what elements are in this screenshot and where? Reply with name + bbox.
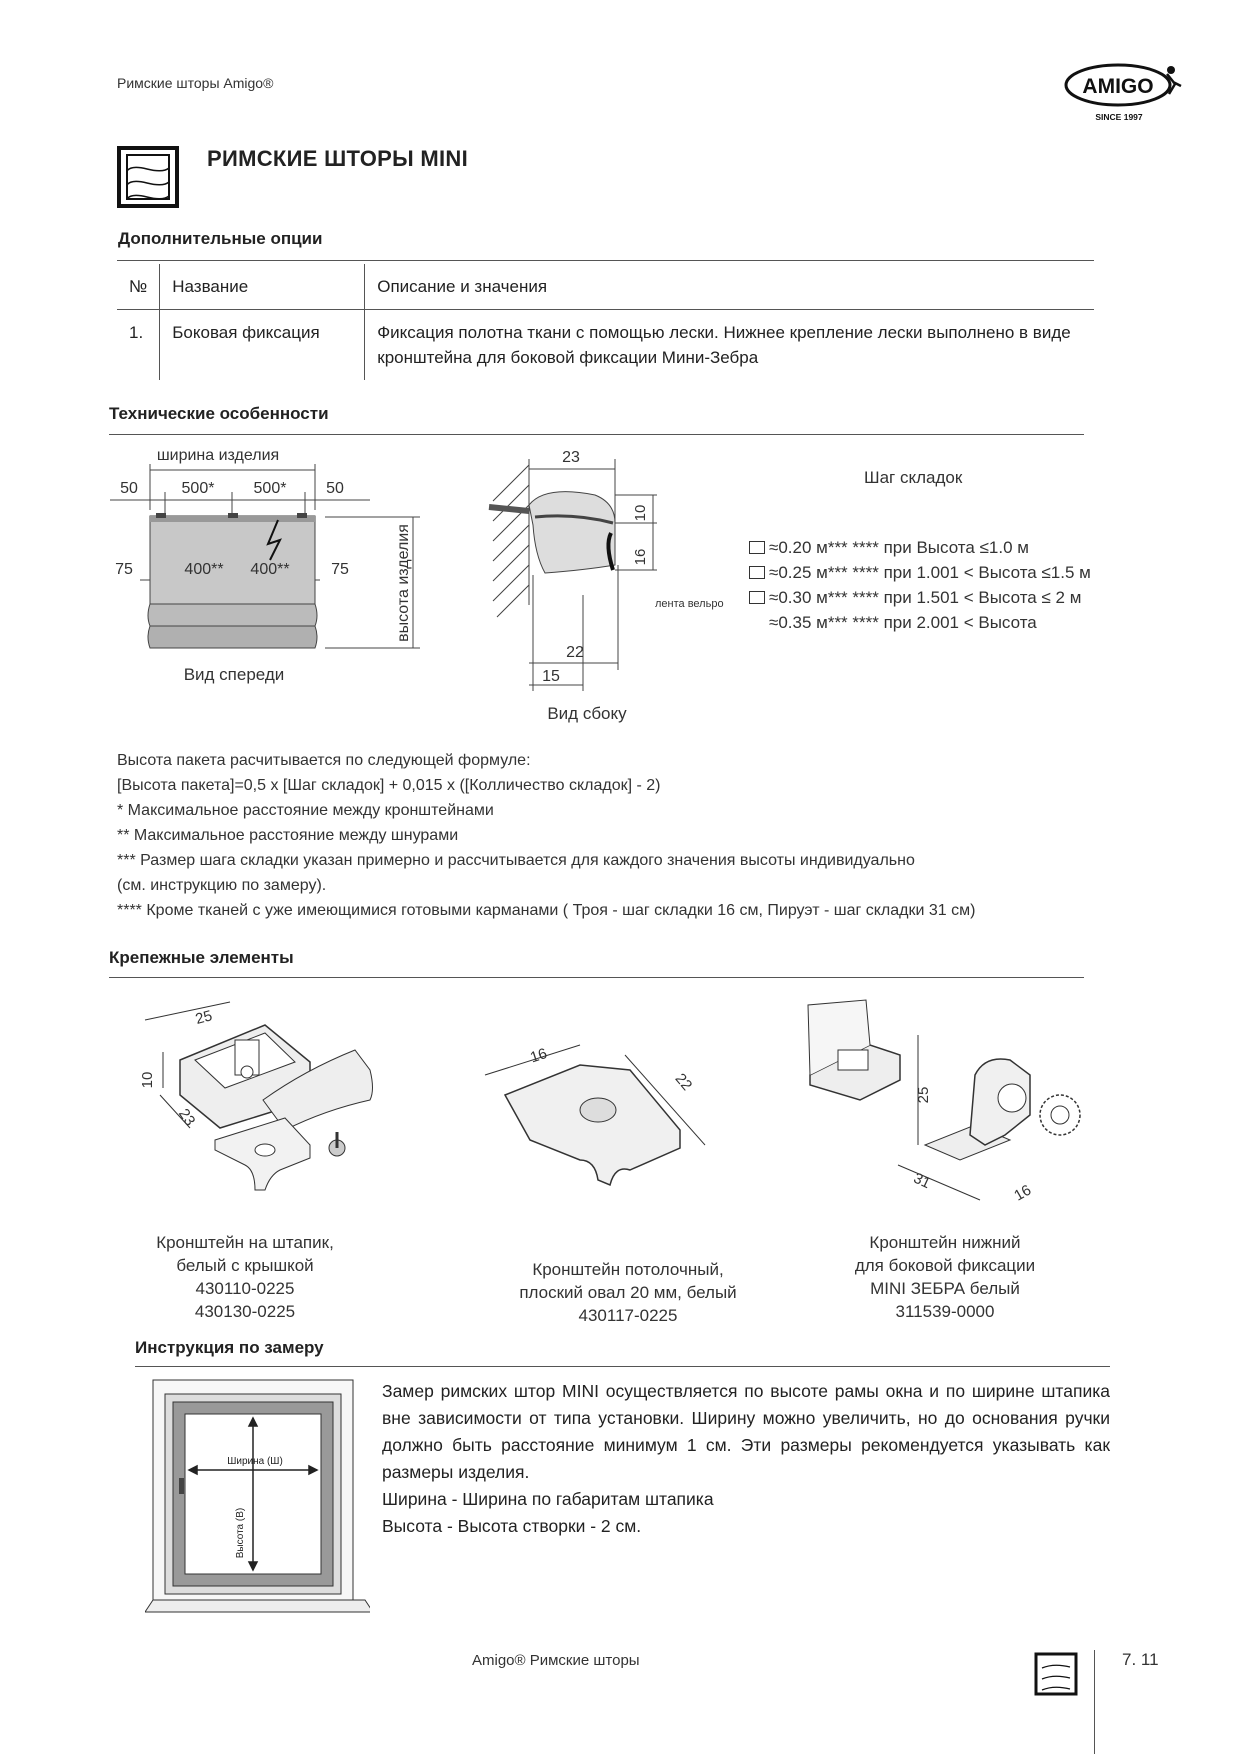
row-description: Фиксация полотна ткани с помощью лески. Нижнее крепление лески выполнено в виде кронштейна для боковой фиксации Мини-Зебра <box>377 323 1071 367</box>
logo-since: SINCE 1997 <box>1095 112 1143 122</box>
dim-50-left: 50 <box>120 480 138 497</box>
dim-400-1: 400** <box>184 561 224 578</box>
footer-divider <box>1094 1650 1095 1754</box>
col-name: Название <box>160 264 365 310</box>
checkbox-icon <box>749 591 765 604</box>
measure-height-line: Высота - Высота створки - 2 см. <box>382 1516 642 1536</box>
amigo-logo <box>1063 60 1183 125</box>
options-divider <box>117 260 1094 261</box>
row-name: Боковая фиксация <box>160 310 365 381</box>
measure-text <box>382 1378 1110 1540</box>
roman-blind-icon <box>117 146 179 208</box>
col-description: Описание и значения <box>377 277 548 296</box>
measure-width-label: Ширина (Ш) <box>227 1456 283 1467</box>
bracket-3-dim-25: 25 <box>915 1086 932 1104</box>
dim-50-right: 50 <box>326 480 344 497</box>
bracket-2-dim-16: 16 <box>528 1045 550 1067</box>
fasteners-title: Крепежные элементы <box>109 948 294 967</box>
bracket-1-drawing <box>135 1000 380 1215</box>
roman-blind-icon <box>1034 1652 1078 1696</box>
note-line: (см. инструкцию по замеру). <box>117 877 327 894</box>
list-item: ≈0.30 м*** **** при 1.501 < Высота ≤ 2 м <box>749 585 1091 610</box>
options-title: Дополнительные опции <box>118 229 323 248</box>
side-dim-16: 16 <box>632 548 649 566</box>
checkbox-icon <box>749 566 765 579</box>
bracket-2-caption: Кронштейн потолочный, плоский овал 20 мм, белый 430117-0225 <box>519 1260 737 1325</box>
measure-title: Инструкция по замеру <box>135 1338 324 1357</box>
note-line: ** Максимальное расстояние между шнурами <box>117 827 459 844</box>
logo-text: AMIGO <box>1082 75 1154 98</box>
bracket-2-drawing <box>480 1030 720 1220</box>
window-measure-diagram <box>145 1378 370 1618</box>
note-line: *** Размер шага складки указан примерно и рассчитывается для каждого значения высоты индивидуально <box>117 852 915 869</box>
tech-title: Технические особенности <box>109 404 329 423</box>
table-row <box>117 310 1094 381</box>
page-title: РИМСКИЕ ШТОРЫ MINI <box>207 146 468 171</box>
side-dim-15: 15 <box>542 668 560 685</box>
side-view-caption: Вид сбоку <box>547 704 627 723</box>
measure-width-line: Ширина - Ширина по габаритам штапика <box>382 1489 714 1509</box>
velcro-label: лента вельро <box>655 598 724 610</box>
note-line: [Высота пакета]=0,5 х [Шаг складок] + 0,015 х ([Колличество складок] - 2) <box>117 777 661 794</box>
dim-75-right: 75 <box>331 561 349 578</box>
bracket-3-dim-31: 31 <box>910 1169 934 1193</box>
dim-75-left: 75 <box>115 561 133 578</box>
measure-height-label: Высота (В) <box>235 1507 246 1559</box>
dim-500-2: 500* <box>253 480 287 497</box>
bracket-2-dim-22: 22 <box>671 1070 696 1094</box>
note-line: **** Кроме тканей с уже имеющимися готовыми карманами ( Троя - шаг складки 16 см, Пируэт - шаг складки 31 см) <box>117 902 976 919</box>
tech-notes <box>117 748 975 923</box>
bracket-3-dim-16: 16 <box>1011 1181 1035 1205</box>
front-view-diagram <box>110 440 450 690</box>
side-dim-10: 10 <box>632 504 649 522</box>
list-item: ≈0.35 м*** **** при 2.001 < Высота <box>769 613 1037 632</box>
list-item: ≈0.20 м*** **** при Высота ≤1.0 м <box>749 535 1091 560</box>
bracket-3-drawing <box>800 995 1100 1215</box>
dim-500-1: 500* <box>181 480 215 497</box>
height-label: высота изделия <box>395 524 412 642</box>
fasteners-divider <box>109 977 1084 978</box>
row-number: 1. <box>117 310 160 381</box>
options-table <box>117 264 1094 380</box>
bracket-3-caption: Кронштейн нижний для боковой фиксации MINI ЗЕБРА белый 311539-0000 <box>854 1233 1036 1321</box>
note-line: Высота пакета расчитывается по следующей формуле: <box>117 752 531 769</box>
bracket-1-caption: Кронштейн на штапик, белый с крышкой 430110-0225 430130-0225 <box>156 1233 334 1321</box>
bracket-1-dim-23: 23 <box>174 1105 199 1130</box>
tech-divider <box>109 434 1084 435</box>
page-number: 7. 11 <box>1122 1650 1159 1669</box>
dim-400-2: 400** <box>250 561 290 578</box>
side-view-diagram <box>485 445 725 727</box>
measure-paragraph: Замер римских штор MINI осуществляется по высоте рамы окна и по ширине штапика вне зависимости от типа установки. Ширину можно увеличить, но до основания ручки должно быть расстояние минимум 1 см. Эти размеры рекомендуется указывать как размеры изделия. <box>382 1381 1110 1482</box>
bracket-1-dim-25: 25 <box>193 1007 215 1029</box>
footer-title: Amigo® Римские шторы <box>472 1652 640 1669</box>
list-item: ≈0.25 м*** **** при 1.001 < Высота ≤1.5 м <box>749 560 1091 585</box>
front-view-caption: Вид спереди <box>183 665 285 684</box>
side-dim-22: 22 <box>566 644 584 661</box>
steps-title: Шаг складок <box>864 468 963 487</box>
side-dim-23: 23 <box>562 449 580 466</box>
header-brand-line: Римские шторы Amigo® <box>117 75 274 91</box>
options-header-row <box>117 264 1094 310</box>
checkbox-icon <box>749 541 765 554</box>
measure-divider <box>135 1366 1110 1367</box>
col-number: № <box>117 264 160 310</box>
note-line: * Максимальное расстояние между кронштейнами <box>117 802 494 819</box>
width-label: ширина изделия <box>156 447 280 464</box>
steps-list <box>749 535 1091 635</box>
bracket-1-dim-10: 10 <box>139 1071 156 1089</box>
